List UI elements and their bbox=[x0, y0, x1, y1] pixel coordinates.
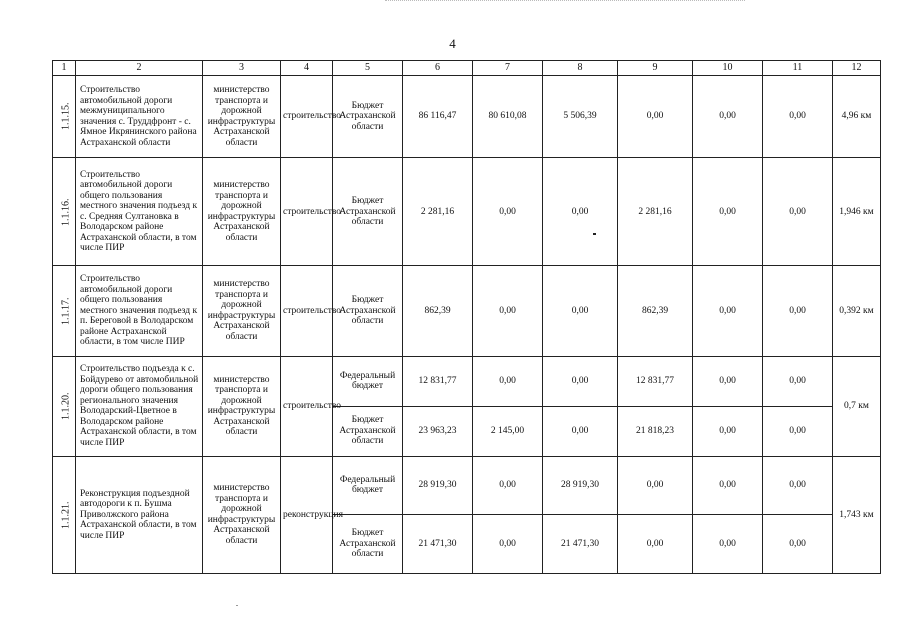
row-number: 1.1.15. bbox=[60, 102, 72, 131]
year-value: 0,00 bbox=[693, 456, 763, 514]
col-header: 6 bbox=[403, 61, 473, 76]
table-row bbox=[53, 456, 881, 514]
year-value: 0,00 bbox=[618, 514, 693, 573]
executor: министерство транспорта и дорожной инфраструктуры Астраханской области bbox=[203, 76, 281, 158]
year-value: 5 506,39 bbox=[543, 76, 618, 158]
funding-source: Федеральный бюджет bbox=[333, 356, 403, 406]
year-value: 862,39 bbox=[618, 266, 693, 356]
result-value: 0,392 км bbox=[833, 266, 881, 356]
row-number-cell bbox=[53, 266, 76, 356]
row-number-cell bbox=[53, 456, 76, 573]
funding-source: Бюджет Астраханской области bbox=[333, 514, 403, 573]
year-value: 0,00 bbox=[763, 406, 833, 456]
object-name: Строительство автомобильной дороги общего пользования местного значения подъезд к с. Средняя Султановка в Володарском районе Астраханской области, в том числе ПИР bbox=[76, 158, 203, 266]
year-value: 0,00 bbox=[693, 514, 763, 573]
year-value: 0,00 bbox=[763, 456, 833, 514]
year-value: 0,00 bbox=[693, 406, 763, 456]
col-header: 2 bbox=[76, 61, 203, 76]
funding-source: Бюджет Астраханской области bbox=[333, 266, 403, 356]
col-header: 3 bbox=[203, 61, 281, 76]
year-value: 0,00 bbox=[763, 356, 833, 406]
result-value: 0,7 км bbox=[833, 356, 881, 456]
col-header: 4 bbox=[281, 61, 333, 76]
total-value: 23 963,23 bbox=[403, 406, 473, 456]
funding-source: Бюджет Астраханской области bbox=[333, 158, 403, 266]
result-value: 1,946 км bbox=[833, 158, 881, 266]
year-value: 0,00 bbox=[618, 456, 693, 514]
year-value: 0,00 bbox=[763, 76, 833, 158]
program-table bbox=[52, 60, 881, 574]
row-number: 1.1.20. bbox=[60, 392, 72, 420]
header-row bbox=[53, 61, 881, 76]
total-value: 12 831,77 bbox=[403, 356, 473, 406]
row-number: 1.1.17. bbox=[60, 297, 72, 325]
page-number: 4 bbox=[449, 36, 456, 51]
col-header: 9 bbox=[618, 61, 693, 76]
total-value: 86 116,47 bbox=[403, 76, 473, 158]
year-value: 0,00 bbox=[473, 266, 543, 356]
year-value: 0,00 bbox=[473, 158, 543, 266]
year-value: 0,00 bbox=[543, 158, 618, 266]
year-value: 0,00 bbox=[693, 158, 763, 266]
executor: министерство транспорта и дорожной инфраструктуры Астраханской области bbox=[203, 158, 281, 266]
row-number: 1.1.21. bbox=[60, 501, 72, 529]
executor: министерство транспорта и дорожной инфраструктуры Астраханской области bbox=[203, 266, 281, 356]
total-value: 28 919,30 bbox=[403, 456, 473, 514]
result-value: 4,96 км bbox=[833, 76, 881, 158]
work-type: строительство bbox=[281, 158, 333, 266]
scan-speck bbox=[236, 605, 238, 606]
year-value: 21 818,23 bbox=[618, 406, 693, 456]
row-number: 1.1.16. bbox=[60, 198, 72, 226]
year-value: 12 831,77 bbox=[618, 356, 693, 406]
work-type: строительство bbox=[281, 266, 333, 356]
work-type: строительство bbox=[281, 356, 333, 456]
year-value: 0,00 bbox=[473, 356, 543, 406]
funding-source: Федеральный бюджет bbox=[333, 456, 403, 514]
year-value: 0,00 bbox=[543, 406, 618, 456]
scan-mark bbox=[593, 233, 596, 235]
funding-source: Бюджет Астраханской области bbox=[333, 406, 403, 456]
year-value: 0,00 bbox=[763, 266, 833, 356]
year-value: 0,00 bbox=[693, 356, 763, 406]
year-value: 0,00 bbox=[543, 266, 618, 356]
col-header: 10 bbox=[693, 61, 763, 76]
year-value: 0,00 bbox=[543, 356, 618, 406]
work-type: строительство bbox=[281, 76, 333, 158]
row-number-cell bbox=[53, 158, 76, 266]
year-value: 28 919,30 bbox=[543, 456, 618, 514]
total-value: 21 471,30 bbox=[403, 514, 473, 573]
year-value: 2 281,16 bbox=[618, 158, 693, 266]
year-value: 2 145,00 bbox=[473, 406, 543, 456]
page-top-rule bbox=[385, 0, 745, 3]
col-header: 11 bbox=[763, 61, 833, 76]
year-value: 0,00 bbox=[763, 158, 833, 266]
col-header: 7 bbox=[473, 61, 543, 76]
table-row bbox=[53, 158, 881, 266]
year-value: 0,00 bbox=[693, 266, 763, 356]
total-value: 862,39 bbox=[403, 266, 473, 356]
total-value: 2 281,16 bbox=[403, 158, 473, 266]
object-name: Строительство автомобильной дороги межмуниципального значения с. Труддфронт - с. Ямное Икрянинского района Астраханской области bbox=[76, 76, 203, 158]
object-name: Строительство автомобильной дороги общего пользования местного значения подъезд к п. Береговой в Володарском районе Астраханской области, в том числе ПИР bbox=[76, 266, 203, 356]
year-value: 80 610,08 bbox=[473, 76, 543, 158]
table-row bbox=[53, 76, 881, 158]
row-number-cell bbox=[53, 76, 76, 158]
col-header: 12 bbox=[833, 61, 881, 76]
col-header: 5 bbox=[333, 61, 403, 76]
row-number-cell bbox=[53, 356, 76, 456]
table-row bbox=[53, 266, 881, 356]
year-value: 0,00 bbox=[693, 76, 763, 158]
work-type: реконструкция bbox=[281, 456, 333, 573]
executor: министерство транспорта и дорожной инфраструктуры Астраханской области bbox=[203, 456, 281, 573]
year-value: 0,00 bbox=[763, 514, 833, 573]
executor: министерство транспорта и дорожной инфраструктуры Астраханской области bbox=[203, 356, 281, 456]
result-value: 1,743 км bbox=[833, 456, 881, 573]
col-header: 1 bbox=[53, 61, 76, 76]
object-name: Строительство подъезда к с. Бойдурево от автомобильной дороги общего пользования регионального значения Володарский-Цветное в Володарском районе Астраханской области, в том числе ПИР bbox=[76, 356, 203, 456]
table-row bbox=[53, 356, 881, 406]
object-name: Реконструкция подъездной автодороги к п. Бушма Приволжского района Астраханской области, в том числе ПИР bbox=[76, 456, 203, 573]
year-value: 0,00 bbox=[618, 76, 693, 158]
year-value: 0,00 bbox=[473, 456, 543, 514]
funding-source: Бюджет Астраханской области bbox=[333, 76, 403, 158]
year-value: 21 471,30 bbox=[543, 514, 618, 573]
year-value: 0,00 bbox=[473, 514, 543, 573]
col-header: 8 bbox=[543, 61, 618, 76]
